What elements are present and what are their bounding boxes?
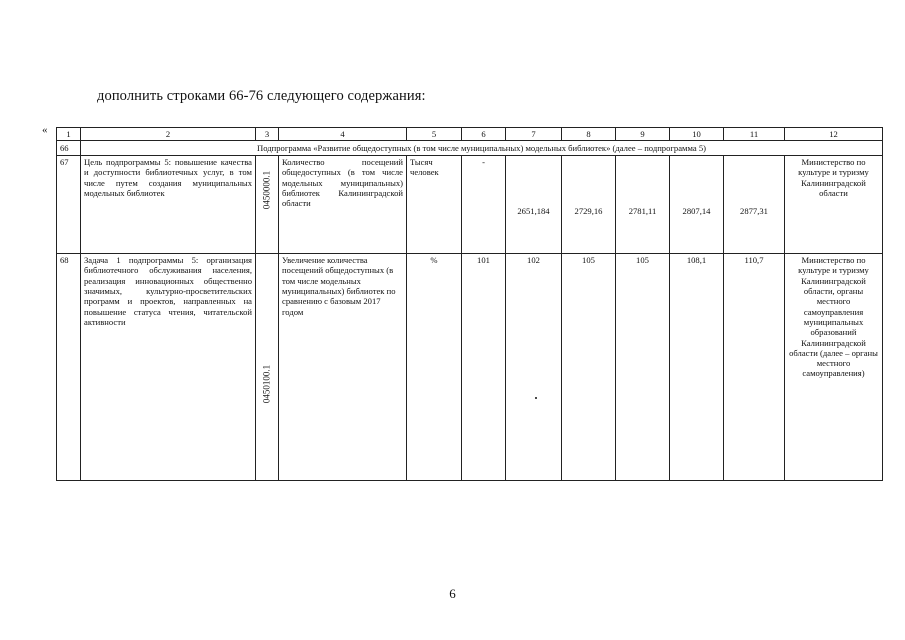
header-cell: 5 [407, 128, 462, 141]
value-cell: 2807,14 [670, 156, 724, 254]
value-cell: 2729,16 [562, 156, 616, 254]
header-cell: 6 [462, 128, 506, 141]
header-cell: 9 [616, 128, 670, 141]
task-cell: Задача 1 подпрограммы 5: организация библиотечного обслуживания населения, реализация инновационных общественно значимых, культурно-просветительских программ и проектов, направленных на повышение статуса чтения, читательской активности [81, 254, 256, 481]
table-row [57, 141, 883, 156]
value-cell: 110,7 [724, 254, 785, 481]
scan-speck [535, 397, 537, 399]
row-number: 66 [57, 141, 81, 156]
code-cell [256, 254, 279, 481]
goal-cell: Цель подпрограммы 5: повышение качества и доступности библиотечных услуг, в том числе путем создания муниципальных модельных библиотек [81, 156, 256, 254]
value-cell: 102 [506, 254, 562, 481]
page-number: 6 [449, 586, 456, 601]
indicators-table [56, 127, 883, 481]
header-cell: 11 [724, 128, 785, 141]
open-quote: « [42, 124, 48, 136]
header-cell: 1 [57, 128, 81, 141]
code-text: 0450000.1 [261, 170, 272, 210]
row-number: 67 [57, 156, 81, 254]
header-cell: 8 [562, 128, 616, 141]
responsible-cell: Министерство по культуре и туризму Калининградской области [785, 156, 883, 254]
unit-cell: % [407, 254, 462, 481]
table-row [57, 254, 883, 481]
header-row [57, 128, 883, 141]
unit-cell: Тысяч человек [407, 156, 462, 254]
value-cell: 108,1 [670, 254, 724, 481]
base-cell: 101 [462, 254, 506, 481]
header-cell: 4 [279, 128, 407, 141]
header-cell: 10 [670, 128, 724, 141]
row-number: 68 [57, 254, 81, 481]
header-cell: 2 [81, 128, 256, 141]
value-cell: 2781,11 [616, 156, 670, 254]
value-cell: 105 [562, 254, 616, 481]
value-cell: 2877,31 [724, 156, 785, 254]
indicator-cell: Количество посещений общедоступных (в том числе модельных муниципальных) библиотек Калининградской области [279, 156, 407, 254]
indicator-cell: Увеличение количества посещений общедоступных (в том числе модельных муниципальных) библиотек по сравнению с базовым 2017 годом [279, 254, 407, 481]
header-cell: 12 [785, 128, 883, 141]
intro-text: дополнить строками 66-76 следующего содержания: [97, 88, 426, 104]
header-cell: 7 [506, 128, 562, 141]
header-cell: 3 [256, 128, 279, 141]
value-cell: 2651,184 [506, 156, 562, 254]
code-cell [256, 156, 279, 254]
base-cell: - [462, 156, 506, 254]
responsible-cell: Министерство по культуре и туризму Калининградской области, органы местного самоуправления муниципальных образований Калининградской области (далее – органы местного самоуправления) [785, 254, 883, 481]
code-text: 0450100.1 [261, 364, 272, 404]
table-row [57, 156, 883, 254]
subprogram-title: Подпрограмма «Развитие общедоступных (в том числе муниципальных) модельных библиотек» (далее – подпрограмма 5) [81, 141, 883, 156]
value-cell: 105 [616, 254, 670, 481]
